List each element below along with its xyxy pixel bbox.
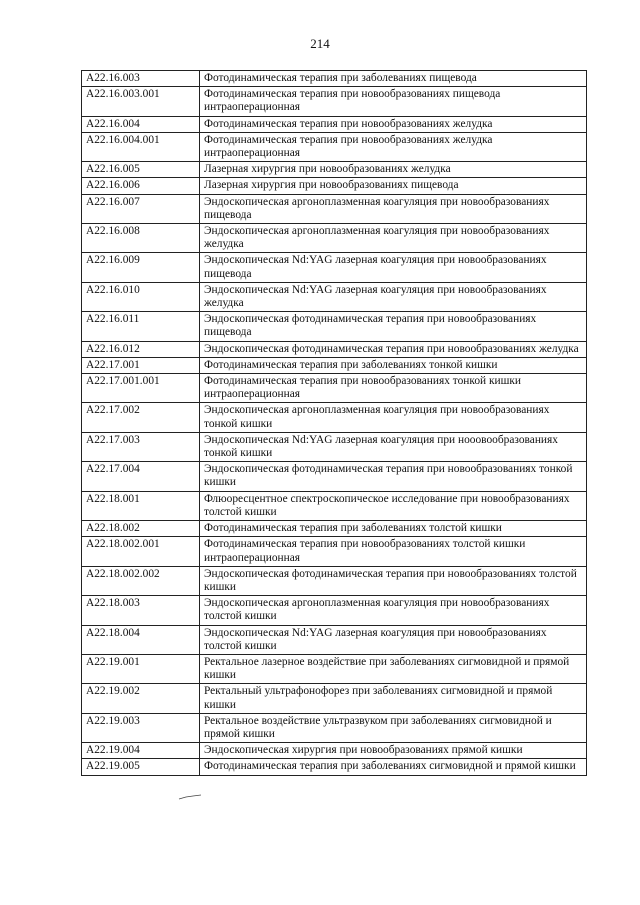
procedure-code: A22.16.007 bbox=[82, 194, 200, 223]
procedure-description: Фотодинамическая терапия при заболеваниях пищевода bbox=[200, 71, 587, 87]
table-row bbox=[82, 312, 587, 341]
procedure-code: A22.16.011 bbox=[82, 312, 200, 341]
procedure-code: A22.19.003 bbox=[82, 713, 200, 742]
table-row bbox=[82, 87, 587, 116]
procedure-description: Эндоскопическая фотодинамическая терапия при новообразованиях желудка bbox=[200, 341, 587, 357]
table-row bbox=[82, 759, 587, 775]
procedure-description: Фотодинамическая терапия при новообразованиях толстой кишки интраоперационная bbox=[200, 537, 587, 566]
table-row bbox=[82, 71, 587, 87]
procedure-code: A22.18.002.001 bbox=[82, 537, 200, 566]
table-row bbox=[82, 282, 587, 311]
procedure-codes-table bbox=[81, 70, 587, 776]
procedure-code: A22.16.003 bbox=[82, 71, 200, 87]
table-row bbox=[82, 116, 587, 132]
procedure-description: Эндоскопическая Nd:YAG лазерная коагуляция при новообразованиях толстой кишки bbox=[200, 625, 587, 654]
procedure-code: A22.18.003 bbox=[82, 596, 200, 625]
table-row bbox=[82, 625, 587, 654]
procedure-description: Лазерная хирургия при новообразованиях пищевода bbox=[200, 178, 587, 194]
pen-mark-icon bbox=[178, 794, 202, 800]
procedure-code: A22.16.008 bbox=[82, 224, 200, 253]
procedure-code: A22.17.003 bbox=[82, 432, 200, 461]
procedure-code: A22.19.001 bbox=[82, 654, 200, 683]
table-row bbox=[82, 341, 587, 357]
table-row bbox=[82, 462, 587, 491]
table-row bbox=[82, 132, 587, 161]
page-number: 214 bbox=[310, 36, 330, 51]
procedure-description: Фотодинамическая терапия при новообразованиях пищевода интраоперационная bbox=[200, 87, 587, 116]
table-row bbox=[82, 374, 587, 403]
procedure-code: A22.19.005 bbox=[82, 759, 200, 775]
table-body bbox=[82, 71, 587, 776]
procedure-code: A22.17.004 bbox=[82, 462, 200, 491]
procedure-code: A22.18.002 bbox=[82, 521, 200, 537]
procedure-description: Фотодинамическая терапия при новообразованиях желудка интраоперационная bbox=[200, 132, 587, 161]
table-row bbox=[82, 521, 587, 537]
procedure-description: Фотодинамическая терапия при заболеваниях сигмовидной и прямой кишки bbox=[200, 759, 587, 775]
procedure-description: Фотодинамическая терапия при заболеваниях тонкой кишки bbox=[200, 357, 587, 373]
procedure-description: Эндоскопическая аргоноплазменная коагуляция при новообразованиях желудка bbox=[200, 224, 587, 253]
procedure-code: A22.17.001.001 bbox=[82, 374, 200, 403]
procedure-code: A22.16.012 bbox=[82, 341, 200, 357]
procedure-code: A22.17.002 bbox=[82, 403, 200, 432]
table-row bbox=[82, 491, 587, 520]
procedure-description: Ректальный ультрафонофорез при заболеваниях сигмовидной и прямой кишки bbox=[200, 684, 587, 713]
procedure-description: Эндоскопическая Nd:YAG лазерная коагуляция при новообразованиях желудка bbox=[200, 282, 587, 311]
procedure-code: A22.19.004 bbox=[82, 743, 200, 759]
table-row bbox=[82, 194, 587, 223]
table-row bbox=[82, 654, 587, 683]
table-row bbox=[82, 684, 587, 713]
procedure-code: A22.18.002.002 bbox=[82, 566, 200, 595]
procedure-code: A22.16.003.001 bbox=[82, 87, 200, 116]
table-row bbox=[82, 357, 587, 373]
procedure-description: Ректальное воздействие ультразвуком при заболеваниях сигмовидной и прямой кишки bbox=[200, 713, 587, 742]
procedure-description: Эндоскопическая хирургия при новообразованиях прямой кишки bbox=[200, 743, 587, 759]
procedure-description: Эндоскопическая аргоноплазменная коагуляция при новообразованиях пищевода bbox=[200, 194, 587, 223]
procedure-description: Эндоскопическая Nd:YAG лазерная коагуляция при новообразованиях пищевода bbox=[200, 253, 587, 282]
table-row bbox=[82, 253, 587, 282]
procedure-code: A22.16.005 bbox=[82, 162, 200, 178]
procedure-description: Эндоскопическая фотодинамическая терапия при новообразованиях пищевода bbox=[200, 312, 587, 341]
procedure-code: A22.16.009 bbox=[82, 253, 200, 282]
procedure-code: A22.19.002 bbox=[82, 684, 200, 713]
procedure-code: A22.18.001 bbox=[82, 491, 200, 520]
table-row bbox=[82, 537, 587, 566]
procedure-description: Лазерная хирургия при новообразованиях желудка bbox=[200, 162, 587, 178]
procedure-description: Эндоскопическая фотодинамическая терапия при новообразованиях тонкой кишки bbox=[200, 462, 587, 491]
procedure-description: Эндоскопическая Nd:YAG лазерная коагуляция при нооовообразованиях тонкой кишки bbox=[200, 432, 587, 461]
table-row bbox=[82, 224, 587, 253]
table-row bbox=[82, 178, 587, 194]
procedure-code: A22.18.004 bbox=[82, 625, 200, 654]
procedure-description: Эндоскопическая аргоноплазменная коагуляция при новообразованиях тонкой кишки bbox=[200, 403, 587, 432]
procedure-description: Флюоресцентное спектроскопическое исследование при новообразованиях толстой кишки bbox=[200, 491, 587, 520]
procedure-code: A22.16.004.001 bbox=[82, 132, 200, 161]
procedure-description: Фотодинамическая терапия при новообразованиях тонкой кишки интраоперационная bbox=[200, 374, 587, 403]
procedure-description: Эндоскопическая аргоноплазменная коагуляция при новообразованиях толстой кишки bbox=[200, 596, 587, 625]
procedure-description: Ректальное лазерное воздействие при заболеваниях сигмовидной и прямой кишки bbox=[200, 654, 587, 683]
procedure-code: A22.16.004 bbox=[82, 116, 200, 132]
table-row bbox=[82, 432, 587, 461]
procedure-code: A22.17.001 bbox=[82, 357, 200, 373]
procedure-description: Фотодинамическая терапия при новообразованиях желудка bbox=[200, 116, 587, 132]
procedure-description: Эндоскопическая фотодинамическая терапия при новообразованиях толстой кишки bbox=[200, 566, 587, 595]
table-row bbox=[82, 713, 587, 742]
procedure-description: Фотодинамическая терапия при заболеваниях толстой кишки bbox=[200, 521, 587, 537]
table-row bbox=[82, 403, 587, 432]
table-row bbox=[82, 596, 587, 625]
table-row bbox=[82, 743, 587, 759]
procedure-code: A22.16.010 bbox=[82, 282, 200, 311]
table-row bbox=[82, 566, 587, 595]
table-row bbox=[82, 162, 587, 178]
procedure-code: A22.16.006 bbox=[82, 178, 200, 194]
